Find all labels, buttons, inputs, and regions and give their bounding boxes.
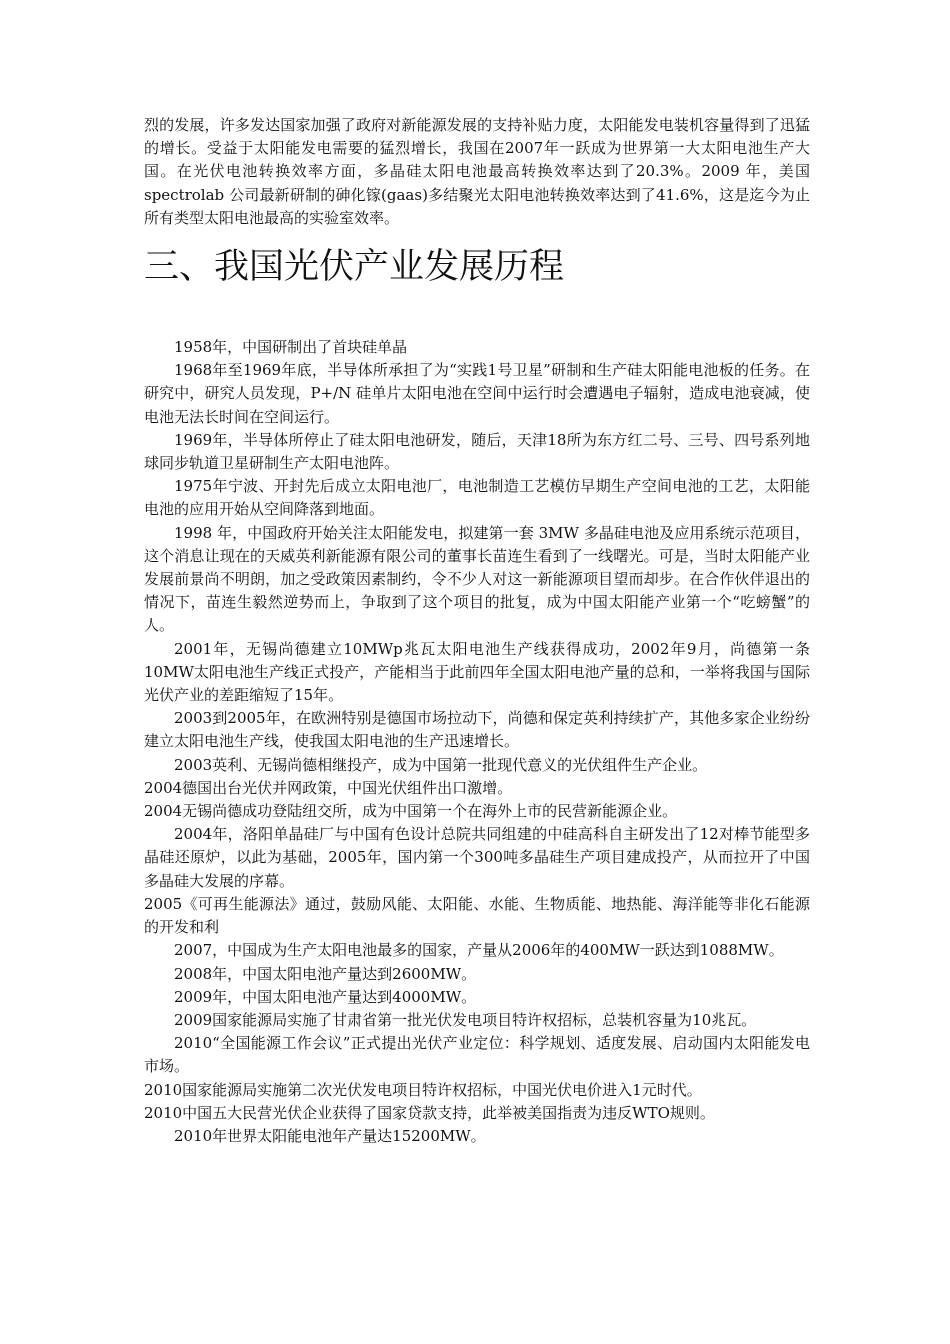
timeline-paragraph: 2004年，洛阳单晶硅厂与中国有色设计总院共同组建的中硅高科自主研发出了12对棒节能型多晶硅还原炉，以此为基础，2005年，国内第一个300吨多晶硅生产项目建成投产，从而拉开了中国多晶硅大发展的序幕。 — [144, 825, 810, 890]
timeline-paragraph: 2004德国出台光伏并网政策，中国光伏组件出口激增。 — [144, 778, 513, 797]
timeline-paragraph: 1969年，半导体所停止了硅太阳电池研发，随后，天津18所为东方红二号、三号、四号系列地球同步轨道卫星研制生产太阳电池阵。 — [144, 430, 810, 473]
timeline-section — [144, 336, 810, 1148]
timeline-paragraph: 2009年，中国太阳电池产量达到4000MW。 — [174, 987, 477, 1006]
timeline-paragraph: 2010“全国能源工作会议”正式提出光伏产业定位：科学规划、适度发展、启动国内太阳能发电市场。 — [144, 1034, 810, 1076]
timeline-paragraph: 2009国家能源局实施了甘肃省第一批光伏发电项目特许权招标，总装机容量为10兆瓦。 — [174, 1010, 757, 1029]
timeline-paragraph: 2008年，中国太阳电池产量达到2600MW。 — [174, 964, 477, 983]
timeline-paragraph: 2007，中国成为生产太阳电池最多的国家，产量从2006年的400MW一跃达到1088MW。 — [174, 941, 784, 960]
timeline-paragraph: 2010国家能源局实施第二次光伏发电项目特许权招标，中国光伏电价进入1元时代。 — [144, 1080, 702, 1099]
timeline-paragraph: 2004无锡尚德成功登陆纽交所，成为中国第一个在海外上市的民营新能源企业。 — [144, 802, 678, 821]
timeline-paragraph: 2010中国五大民营光伏企业获得了国家贷款支持，此举被美国指责为违反WTO规则。 — [144, 1103, 715, 1122]
intro-paragraph: 烈的发展，许多发达国家加强了政府对新能源发展的支持补贴力度，太阳能发电装机容量得到了迅猛的增长。受益于太阳能发电需要的猛烈增长，我国在2007年一跃成为世界第一大太阳电池生产大国。在光伏电池转换效率方面，多晶硅太阳电池最高转换效率达到了20.3%。2009 年，美国 spectrolab 公司最新研制的砷化镓(gaas)多结聚光太阳电池转换效率达到了41.6%，这是迄今为止所有类型太阳电池最高的实验室效率。 — [144, 116, 810, 227]
timeline-paragraph: 1968年至1969年底，半导体所承担了为“实践1号卫星”研制和生产硅太阳能电池板的任务。在研究中，研究人员发现，P+/N 硅单片太阳电池在空间中运行时会遭遇电子辐射，造成电池衰减，使电池无法长时间在空间运行。 — [144, 361, 810, 426]
timeline-paragraph: 1958年，中国研制出了首块硅单晶 — [174, 338, 408, 357]
intro-section — [144, 114, 810, 230]
document-page — [144, 114, 810, 1148]
timeline-paragraph: 1998 年，中国政府开始关注太阳能发电，拟建第一套 3MW 多晶硅电池及应用系统示范项目，这个消息让现在的天威英利新能源有限公司的董事长苗连生看到了一线曙光。可是，当时太阳能产业发展前景尚不明朗，加之受政策因素制约，令不少人对这一新能源项目望而却步。在合作伙伴退出的情况下，苗连生毅然逆势而上，争取到了这个项目的批复，成为中国太阳能产业第一个“吃螃蟹”的人。 — [144, 523, 810, 635]
timeline-paragraph: 2003英利、无锡尚德相继投产，成为中国第一批现代意义的光伏组件生产企业。 — [174, 755, 708, 774]
timeline-paragraph: 2010年世界太阳能电池年产量达15200MW。 — [174, 1126, 486, 1145]
timeline-paragraph: 2003到2005年，在欧洲特别是德国市场拉动下，尚德和保定英利持续扩产，其他多家企业纷纷建立太阳电池生产线，使我国太阳电池的生产迅速增长。 — [144, 709, 810, 751]
timeline-paragraph: 2001年，无锡尚德建立10MWp兆瓦太阳电池生产线获得成功，2002年9月，尚德第一条10MW太阳电池生产线正式投产，产能相当于此前四年全国太阳电池产量的总和，一举将我国与国际光伏产业的差距缩短了15年。 — [144, 639, 810, 705]
section-heading: 三、我国光伏产业发展历程 — [144, 247, 565, 288]
timeline-paragraph: 1975年宁波、开封先后成立太阳电池厂，电池制造工艺模仿早期生产空间电池的工艺，太阳能电池的应用开始从空间降落到地面。 — [144, 477, 810, 519]
timeline-paragraph: 2005《可再生能源法》通过，鼓励风能、太阳能、水能、生物质能、地热能、海洋能等非化石能源的开发和利 — [144, 894, 810, 937]
